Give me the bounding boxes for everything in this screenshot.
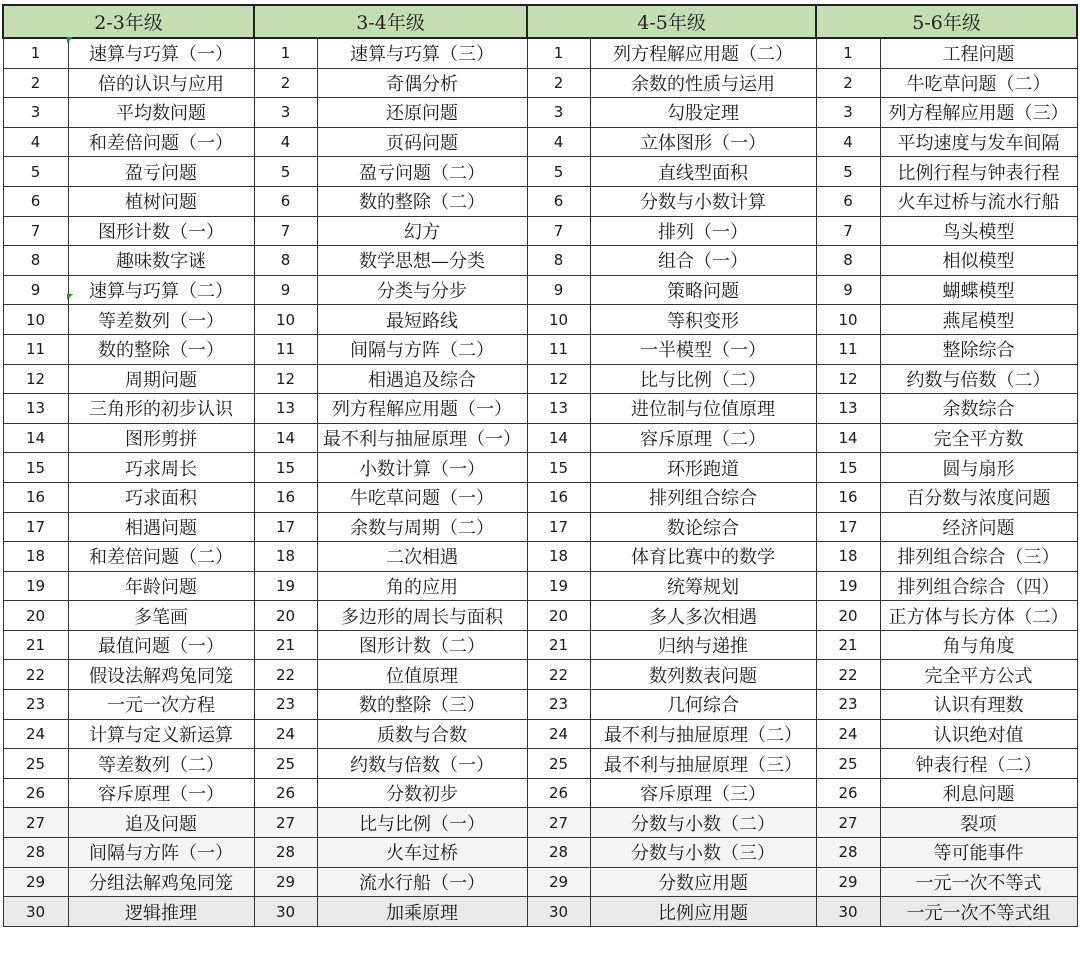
num-cell[interactable]: 7 [254, 216, 317, 246]
table-row [3, 334, 1077, 364]
num-cell[interactable]: 16 [816, 482, 880, 512]
num-cell[interactable]: 22 [527, 660, 590, 690]
num-cell[interactable]: 4 [3, 127, 68, 157]
topic-5-6-cell[interactable]: 钟表行程（二） [880, 749, 1077, 779]
topic-5-6-cell[interactable]: 列方程解应用题（三） [880, 98, 1077, 128]
topic-4-5-cell[interactable]: 多人多次相遇 [590, 601, 816, 631]
topic-3-4-cell[interactable]: 牛吃草问题（一） [317, 482, 527, 512]
num-cell[interactable]: 29 [254, 867, 317, 897]
topic-3-4-cell[interactable]: 流水行船（一） [317, 867, 527, 897]
table-row [3, 127, 1077, 157]
table-row [3, 246, 1077, 276]
grade-header-4-5[interactable]: 4-5年级 [527, 5, 816, 38]
num-cell[interactable]: 20 [254, 601, 317, 631]
topic-4-5-cell[interactable]: 最不利与抽屉原理（二） [590, 719, 816, 749]
table-row [3, 542, 1077, 572]
num-cell[interactable]: 30 [816, 897, 880, 927]
num-cell[interactable]: 2 [527, 68, 590, 98]
topic-2-3-cell[interactable]: 追及问题 [68, 808, 254, 838]
num-cell[interactable]: 24 [3, 719, 68, 749]
topic-4-5-cell[interactable]: 分数与小数计算 [590, 186, 816, 216]
num-cell[interactable]: 17 [3, 512, 68, 542]
topic-3-4-cell[interactable]: 多边形的周长与面积 [317, 601, 527, 631]
num-cell[interactable]: 13 [3, 394, 68, 424]
topic-2-3-cell[interactable]: 和差倍问题（二） [68, 542, 254, 572]
table-row [3, 749, 1077, 779]
table-row [3, 68, 1077, 98]
topic-2-3-cell[interactable]: 等差数列（二） [68, 749, 254, 779]
num-cell[interactable]: 30 [527, 897, 590, 927]
cell-comment-marker [67, 37, 73, 43]
topic-5-6-cell[interactable]: 一元一次不等式 [880, 867, 1077, 897]
num-cell[interactable]: 12 [527, 364, 590, 394]
num-cell[interactable]: 1 [254, 38, 317, 68]
topic-2-3-cell[interactable]: 趣味数字谜 [68, 246, 254, 276]
num-cell[interactable]: 23 [254, 690, 317, 720]
num-cell[interactable]: 7 [527, 216, 590, 246]
num-cell[interactable]: 9 [816, 275, 880, 305]
num-cell[interactable]: 20 [3, 601, 68, 631]
grade-header-3-4[interactable]: 3-4年级 [254, 5, 527, 38]
topic-3-4-cell[interactable]: 页码问题 [317, 127, 527, 157]
topic-2-3-cell[interactable]: 速算与巧算（一） [68, 38, 254, 68]
num-cell[interactable]: 14 [816, 423, 880, 453]
num-cell[interactable]: 16 [3, 482, 68, 512]
topic-2-3-cell[interactable]: 三角形的初步认识 [68, 394, 254, 424]
num-cell[interactable]: 13 [254, 394, 317, 424]
topic-2-3-cell[interactable]: 图形计数（一） [68, 216, 254, 246]
num-cell[interactable]: 25 [527, 749, 590, 779]
topic-5-6-cell[interactable]: 角与角度 [880, 630, 1077, 660]
topic-2-3-cell[interactable]: 分组法解鸡兔同笼 [68, 867, 254, 897]
cell-comment-marker [67, 294, 73, 300]
table-row [3, 660, 1077, 690]
topic-3-4-cell[interactable]: 位值原理 [317, 660, 527, 690]
table-row [3, 867, 1077, 897]
num-cell[interactable]: 26 [254, 778, 317, 808]
num-cell[interactable]: 6 [3, 186, 68, 216]
table-row [3, 897, 1077, 927]
num-cell[interactable]: 17 [254, 512, 317, 542]
topic-3-4-cell[interactable]: 速算与巧算（三） [317, 38, 527, 68]
num-cell[interactable]: 26 [816, 778, 880, 808]
num-cell[interactable]: 24 [816, 719, 880, 749]
table-row [3, 364, 1077, 394]
num-cell[interactable]: 9 [527, 275, 590, 305]
num-cell[interactable]: 5 [3, 157, 68, 187]
topic-5-6-cell[interactable]: 蝴蝶模型 [880, 275, 1077, 305]
num-cell[interactable]: 29 [527, 867, 590, 897]
topic-3-4-cell[interactable]: 小数计算（一） [317, 453, 527, 483]
num-cell[interactable]: 20 [527, 601, 590, 631]
topic-4-5-cell[interactable]: 分数与小数（三） [590, 838, 816, 868]
topic-2-3-cell[interactable]: 图形剪拼 [68, 423, 254, 453]
num-cell[interactable]: 13 [527, 394, 590, 424]
table-row [3, 571, 1077, 601]
topic-2-3-cell[interactable]: 和差倍问题（一） [68, 127, 254, 157]
table-row [3, 275, 1077, 305]
num-cell[interactable]: 19 [816, 571, 880, 601]
table-row [3, 808, 1077, 838]
grade-header-5-6[interactable]: 5-6年级 [816, 5, 1077, 38]
num-cell[interactable]: 15 [254, 453, 317, 483]
num-cell[interactable]: 3 [527, 98, 590, 128]
topic-4-5-cell[interactable]: 归纳与递推 [590, 630, 816, 660]
num-cell[interactable]: 30 [3, 897, 68, 927]
num-cell[interactable]: 4 [527, 127, 590, 157]
topic-5-6-cell[interactable]: 牛吃草问题（二） [880, 68, 1077, 98]
num-cell[interactable]: 4 [816, 127, 880, 157]
num-cell[interactable]: 21 [254, 630, 317, 660]
table-row [3, 216, 1077, 246]
topic-2-3-cell[interactable]: 间隔与方阵（一） [68, 838, 254, 868]
topic-5-6-cell[interactable]: 圆与扇形 [880, 453, 1077, 483]
topic-4-5-cell[interactable]: 数论综合 [590, 512, 816, 542]
topic-4-5-cell[interactable]: 统筹规划 [590, 571, 816, 601]
table-row [3, 305, 1077, 335]
num-cell[interactable]: 10 [3, 305, 68, 335]
topic-2-3-cell[interactable]: 盈亏问题 [68, 157, 254, 187]
topic-5-6-cell[interactable]: 完全平方数 [880, 423, 1077, 453]
topic-5-6-cell[interactable]: 相似模型 [880, 246, 1077, 276]
topic-5-6-cell[interactable]: 比例行程与钟表行程 [880, 157, 1077, 187]
num-cell[interactable]: 23 [816, 690, 880, 720]
topic-4-5-cell[interactable]: 等积变形 [590, 305, 816, 335]
topic-5-6-cell[interactable]: 整除综合 [880, 334, 1077, 364]
num-cell[interactable]: 10 [527, 305, 590, 335]
num-cell[interactable]: 5 [254, 157, 317, 187]
num-cell[interactable]: 6 [527, 186, 590, 216]
num-cell[interactable]: 5 [527, 157, 590, 187]
num-cell[interactable]: 3 [816, 98, 880, 128]
topic-3-4-cell[interactable]: 角的应用 [317, 571, 527, 601]
table-row [3, 719, 1077, 749]
topic-2-3-cell[interactable]: 等差数列（一） [68, 305, 254, 335]
topic-5-6-cell[interactable]: 余数综合 [880, 394, 1077, 424]
num-cell[interactable]: 14 [527, 423, 590, 453]
topic-3-4-cell[interactable]: 约数与倍数（一） [317, 749, 527, 779]
num-cell[interactable]: 30 [254, 897, 317, 927]
num-cell[interactable]: 21 [3, 630, 68, 660]
topic-2-3-cell[interactable]: 假设法解鸡兔同笼 [68, 660, 254, 690]
topic-4-5-cell[interactable]: 分数应用题 [590, 867, 816, 897]
num-cell[interactable]: 26 [3, 778, 68, 808]
num-cell[interactable]: 22 [3, 660, 68, 690]
topic-3-4-cell[interactable]: 最短路线 [317, 305, 527, 335]
topic-2-3-cell[interactable]: 植树问题 [68, 186, 254, 216]
num-cell[interactable]: 1 [816, 38, 880, 68]
num-cell[interactable]: 27 [3, 808, 68, 838]
num-cell[interactable]: 18 [3, 542, 68, 572]
table-row [3, 630, 1077, 660]
num-cell[interactable]: 10 [254, 305, 317, 335]
topic-4-5-cell[interactable]: 排列组合综合 [590, 482, 816, 512]
num-cell[interactable]: 14 [254, 423, 317, 453]
num-cell[interactable]: 7 [3, 216, 68, 246]
table-row [3, 482, 1077, 512]
num-cell[interactable]: 6 [816, 186, 880, 216]
num-cell[interactable]: 24 [527, 719, 590, 749]
topic-4-5-cell[interactable]: 环形跑道 [590, 453, 816, 483]
topic-5-6-cell[interactable]: 正方体与长方体（二） [880, 601, 1077, 631]
num-cell[interactable]: 23 [3, 690, 68, 720]
topic-4-5-cell[interactable]: 容斥原理（二） [590, 423, 816, 453]
topic-2-3-cell[interactable]: 速算与巧算（二） [68, 275, 254, 305]
num-cell[interactable]: 15 [3, 453, 68, 483]
num-cell[interactable]: 27 [254, 808, 317, 838]
table-row [3, 601, 1077, 631]
num-cell[interactable]: 3 [3, 98, 68, 128]
table-row [3, 453, 1077, 483]
topic-4-5-cell[interactable]: 最不利与抽屉原理（三） [590, 749, 816, 779]
num-cell[interactable]: 25 [3, 749, 68, 779]
topic-3-4-cell[interactable]: 数的整除（三） [317, 690, 527, 720]
topic-3-4-cell[interactable]: 幻方 [317, 216, 527, 246]
num-cell[interactable]: 29 [3, 867, 68, 897]
num-cell[interactable]: 24 [254, 719, 317, 749]
num-cell[interactable]: 25 [816, 749, 880, 779]
topic-2-3-cell[interactable]: 最值问题（一） [68, 630, 254, 660]
topic-3-4-cell[interactable]: 质数与合数 [317, 719, 527, 749]
num-cell[interactable]: 29 [816, 867, 880, 897]
num-cell[interactable]: 25 [254, 749, 317, 779]
topic-4-5-cell[interactable]: 分数与小数（二） [590, 808, 816, 838]
topic-3-4-cell[interactable]: 比与比例（一） [317, 808, 527, 838]
num-cell[interactable]: 21 [816, 630, 880, 660]
num-cell[interactable]: 2 [3, 68, 68, 98]
topic-4-5-cell[interactable]: 比例应用题 [590, 897, 816, 927]
topic-4-5-cell[interactable]: 立体图形（一） [590, 127, 816, 157]
topic-3-4-cell[interactable]: 分类与分步 [317, 275, 527, 305]
topic-5-6-cell[interactable]: 认识绝对值 [880, 719, 1077, 749]
topic-3-4-cell[interactable]: 图形计数（二） [317, 630, 527, 660]
topic-3-4-cell[interactable]: 分数初步 [317, 778, 527, 808]
topic-2-3-cell[interactable]: 多笔画 [68, 601, 254, 631]
topic-3-4-cell[interactable]: 二次相遇 [317, 542, 527, 572]
table-row [3, 98, 1077, 128]
num-cell[interactable]: 7 [816, 216, 880, 246]
topic-4-5-cell[interactable]: 体育比赛中的数学 [590, 542, 816, 572]
topic-4-5-cell[interactable]: 一半模型（一） [590, 334, 816, 364]
topic-2-3-cell[interactable]: 计算与定义新运算 [68, 719, 254, 749]
num-cell[interactable]: 1 [527, 38, 590, 68]
topic-5-6-cell[interactable]: 利息问题 [880, 778, 1077, 808]
num-cell[interactable]: 27 [527, 808, 590, 838]
num-cell[interactable]: 28 [3, 838, 68, 868]
num-cell[interactable]: 3 [254, 98, 317, 128]
topic-4-5-cell[interactable]: 组合（一） [590, 246, 816, 276]
topic-4-5-cell[interactable]: 数列数表问题 [590, 660, 816, 690]
curriculum-sheet [2, 4, 1076, 927]
topic-5-6-cell[interactable]: 鸟头模型 [880, 216, 1077, 246]
topic-4-5-cell[interactable]: 容斥原理（三） [590, 778, 816, 808]
topic-3-4-cell[interactable]: 奇偶分析 [317, 68, 527, 98]
num-cell[interactable]: 8 [3, 246, 68, 276]
num-cell[interactable]: 27 [816, 808, 880, 838]
num-cell[interactable]: 8 [816, 246, 880, 276]
num-cell[interactable]: 2 [254, 68, 317, 98]
num-cell[interactable]: 23 [527, 690, 590, 720]
topic-3-4-cell[interactable]: 加乘原理 [317, 897, 527, 927]
num-cell[interactable]: 12 [254, 364, 317, 394]
num-cell[interactable]: 9 [254, 275, 317, 305]
topic-5-6-cell[interactable]: 排列组合综合（三） [880, 542, 1077, 572]
table-row [3, 778, 1077, 808]
topic-2-3-cell[interactable]: 逻辑推理 [68, 897, 254, 927]
topic-2-3-cell[interactable]: 一元一次方程 [68, 690, 254, 720]
num-cell[interactable]: 21 [527, 630, 590, 660]
topic-5-6-cell[interactable]: 完全平方公式 [880, 660, 1077, 690]
topic-4-5-cell[interactable]: 排列（一） [590, 216, 816, 246]
topic-2-3-cell[interactable]: 平均数问题 [68, 98, 254, 128]
curriculum-table [2, 4, 1078, 927]
topic-3-4-cell[interactable]: 还原问题 [317, 98, 527, 128]
num-cell[interactable]: 12 [3, 364, 68, 394]
topic-2-3-cell[interactable]: 周期问题 [68, 364, 254, 394]
num-cell[interactable]: 11 [527, 334, 590, 364]
topic-3-4-cell[interactable]: 相遇追及综合 [317, 364, 527, 394]
topic-5-6-cell[interactable]: 排列组合综合（四） [880, 571, 1077, 601]
table-row [3, 38, 1077, 68]
topic-5-6-cell[interactable]: 约数与倍数（二） [880, 364, 1077, 394]
num-cell[interactable]: 8 [254, 246, 317, 276]
num-cell[interactable]: 19 [254, 571, 317, 601]
topic-4-5-cell[interactable]: 几何综合 [590, 690, 816, 720]
num-cell[interactable]: 20 [816, 601, 880, 631]
table-row [3, 690, 1077, 720]
topic-3-4-cell[interactable]: 盈亏问题（二） [317, 157, 527, 187]
num-cell[interactable]: 15 [527, 453, 590, 483]
num-cell[interactable]: 28 [254, 838, 317, 868]
topic-5-6-cell[interactable]: 经济问题 [880, 512, 1077, 542]
topic-4-5-cell[interactable]: 比与比例（二） [590, 364, 816, 394]
topic-2-3-cell[interactable]: 巧求周长 [68, 453, 254, 483]
num-cell[interactable]: 8 [527, 246, 590, 276]
num-cell[interactable]: 1 [3, 38, 68, 68]
num-cell[interactable]: 5 [816, 157, 880, 187]
table-row [3, 838, 1077, 868]
table-row [3, 157, 1077, 187]
num-cell[interactable]: 10 [816, 305, 880, 335]
topic-4-5-cell[interactable]: 进位制与位值原理 [590, 394, 816, 424]
num-cell[interactable]: 6 [254, 186, 317, 216]
num-cell[interactable]: 11 [3, 334, 68, 364]
table-row [3, 394, 1077, 424]
num-cell[interactable]: 15 [816, 453, 880, 483]
topic-2-3-cell[interactable]: 巧求面积 [68, 482, 254, 512]
num-cell[interactable]: 17 [527, 512, 590, 542]
grade-header-2-3[interactable]: 2-3年级 [3, 5, 254, 38]
topic-3-4-cell[interactable]: 数的整除（二） [317, 186, 527, 216]
topic-2-3-cell[interactable]: 容斥原理（一） [68, 778, 254, 808]
topic-4-5-cell[interactable]: 策略问题 [590, 275, 816, 305]
num-cell[interactable]: 11 [254, 334, 317, 364]
table-row [3, 186, 1077, 216]
topic-5-6-cell[interactable]: 燕尾模型 [880, 305, 1077, 335]
num-cell[interactable]: 4 [254, 127, 317, 157]
num-cell[interactable]: 11 [816, 334, 880, 364]
topic-3-4-cell[interactable]: 列方程解应用题（一） [317, 394, 527, 424]
topic-5-6-cell[interactable]: 认识有理数 [880, 690, 1077, 720]
topic-5-6-cell[interactable]: 等可能事件 [880, 838, 1077, 868]
topic-5-6-cell[interactable]: 一元一次不等式组 [880, 897, 1077, 927]
topic-2-3-cell[interactable]: 相遇问题 [68, 512, 254, 542]
num-cell[interactable]: 17 [816, 512, 880, 542]
topic-5-6-cell[interactable]: 裂项 [880, 808, 1077, 838]
topic-2-3-cell[interactable]: 数的整除（一） [68, 334, 254, 364]
num-cell[interactable]: 18 [527, 542, 590, 572]
num-cell[interactable]: 26 [527, 778, 590, 808]
num-cell[interactable]: 19 [527, 571, 590, 601]
num-cell[interactable]: 2 [816, 68, 880, 98]
topic-4-5-cell[interactable]: 列方程解应用题（二） [590, 38, 816, 68]
topic-4-5-cell[interactable]: 直线型面积 [590, 157, 816, 187]
num-cell[interactable]: 14 [3, 423, 68, 453]
num-cell[interactable]: 22 [254, 660, 317, 690]
topic-2-3-cell[interactable]: 倍的认识与应用 [68, 68, 254, 98]
num-cell[interactable]: 16 [527, 482, 590, 512]
num-cell[interactable]: 9 [3, 275, 68, 305]
topic-2-3-cell[interactable]: 年龄问题 [68, 571, 254, 601]
topic-3-4-cell[interactable]: 间隔与方阵（二） [317, 334, 527, 364]
num-cell[interactable]: 13 [816, 394, 880, 424]
topic-3-4-cell[interactable]: 数学思想—分类 [317, 246, 527, 276]
topic-4-5-cell[interactable]: 勾股定理 [590, 98, 816, 128]
num-cell[interactable]: 18 [816, 542, 880, 572]
num-cell[interactable]: 22 [816, 660, 880, 690]
num-cell[interactable]: 19 [3, 571, 68, 601]
table-body [3, 38, 1077, 926]
topic-5-6-cell[interactable]: 工程问题 [880, 38, 1077, 68]
topic-4-5-cell[interactable]: 余数的性质与运用 [590, 68, 816, 98]
header-row [3, 5, 1077, 38]
topic-3-4-cell[interactable]: 火车过桥 [317, 838, 527, 868]
num-cell[interactable]: 28 [816, 838, 880, 868]
num-cell[interactable]: 18 [254, 542, 317, 572]
topic-3-4-cell[interactable]: 余数与周期（二） [317, 512, 527, 542]
table-row [3, 512, 1077, 542]
num-cell[interactable]: 12 [816, 364, 880, 394]
topic-5-6-cell[interactable]: 平均速度与发车间隔 [880, 127, 1077, 157]
num-cell[interactable]: 16 [254, 482, 317, 512]
num-cell[interactable]: 28 [527, 838, 590, 868]
topic-3-4-cell[interactable]: 最不利与抽屉原理（一） [317, 423, 527, 453]
topic-5-6-cell[interactable]: 百分数与浓度问题 [880, 482, 1077, 512]
topic-5-6-cell[interactable]: 火车过桥与流水行船 [880, 186, 1077, 216]
table-row [3, 423, 1077, 453]
